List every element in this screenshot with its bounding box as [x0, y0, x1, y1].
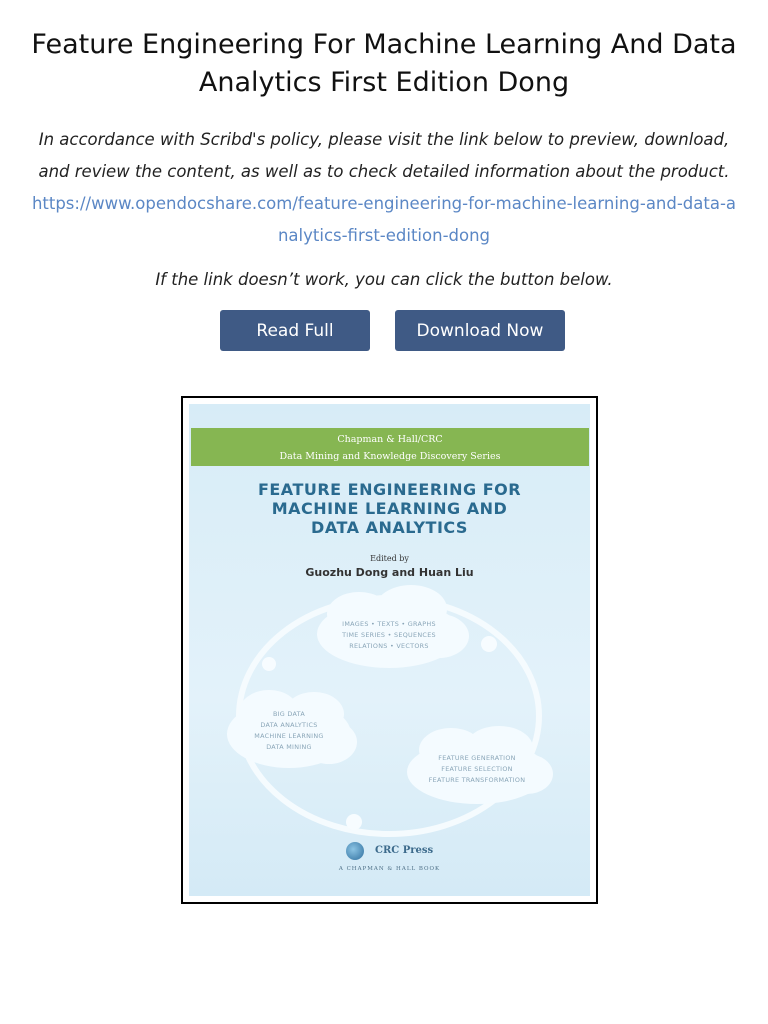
ring-node: [262, 657, 276, 671]
publisher-name: CRC Press: [374, 845, 434, 856]
cloud-right-line-3: FEATURE TRANSFORMATION: [428, 776, 526, 784]
cloud-left-line-2: DATA ANALYTICS: [260, 721, 318, 729]
crc-press-logo-icon: [346, 842, 364, 860]
cloud-left-line-3: MACHINE LEARNING: [254, 732, 324, 740]
cloud-right-line-2: FEATURE SELECTION: [441, 765, 513, 773]
download-now-button[interactable]: Download Now: [395, 310, 565, 351]
cover-cloud-diagram: [189, 404, 590, 896]
cloud-left-line-4: DATA MINING: [266, 743, 312, 751]
cloud-right-line-1: FEATURE GENERATION: [438, 754, 516, 762]
publisher-block: [189, 840, 590, 872]
page-title: Feature Engineering For Machine Learning And Data Analytics First Edition Dong: [31, 29, 737, 98]
cloud-top-line-1: IMAGES • TEXTS • GRAPHS: [342, 620, 436, 628]
fallback-notice: If the link doesn’t work, you can click the button below.: [155, 270, 613, 289]
cloud-left-line-1: BIG DATA: [272, 710, 306, 718]
book-cover-image: [181, 396, 598, 904]
read-full-button[interactable]: Read Full: [220, 310, 370, 351]
ring-node: [346, 814, 362, 830]
cover-authors: Guozhu Dong and Huan Liu: [305, 566, 474, 579]
publisher-subtitle: A CHAPMAN & HALL BOOK: [338, 865, 441, 872]
cloud-top: [317, 585, 469, 668]
cover-title-line-2: MACHINE LEARNING AND: [271, 499, 508, 518]
cloud-right: [407, 726, 553, 804]
series-line-1: Chapman & Hall/CRC: [337, 434, 443, 445]
cloud-top-line-3: RELATIONS • VECTORS: [349, 642, 429, 650]
cloud-left: [227, 690, 357, 768]
policy-notice: In accordance with Scribd's policy, please visit the link below to preview, download, and review the content, as well as to check detailed information about the product.: [38, 130, 730, 181]
ring-node: [481, 636, 497, 652]
series-line-2: Data Mining and Knowledge Discovery Series: [279, 451, 501, 462]
product-link[interactable]: https://www.opendocshare.com/feature-engineering-for-machine-learning-and-data-analytics-first-edition-dong: [31, 194, 737, 245]
book-cover: [189, 404, 590, 896]
cloud-top-line-2: TIME SERIES • SEQUENCES: [342, 631, 436, 639]
cover-title-line-1: FEATURE ENGINEERING FOR: [257, 480, 522, 499]
cover-title-line-3: DATA ANALYTICS: [311, 518, 468, 537]
cover-edited-by: Edited by: [370, 554, 409, 563]
